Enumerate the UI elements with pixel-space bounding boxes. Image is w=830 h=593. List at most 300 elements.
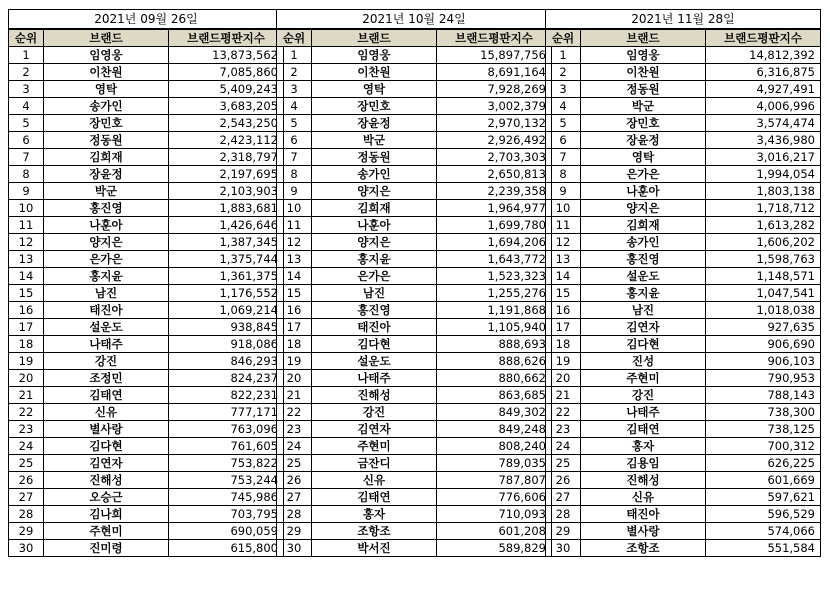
brand-cell: 신유	[44, 404, 169, 421]
brand-cell: 박군	[581, 98, 706, 115]
brand-cell: 이찬원	[312, 64, 437, 81]
rank-cell: 4	[277, 98, 312, 115]
rank-cell: 19	[277, 353, 312, 370]
header-index: 브랜드평판지수	[437, 29, 552, 47]
brand-cell: 태진아	[44, 302, 169, 319]
table-row	[9, 489, 284, 506]
brand-cell: 장윤정	[312, 115, 437, 132]
rank-cell: 15	[9, 285, 44, 302]
index-cell: 703,795	[169, 506, 284, 523]
brand-cell: 홍지윤	[581, 285, 706, 302]
date-row	[546, 10, 821, 30]
table-row	[546, 336, 821, 353]
brand-cell: 주현미	[44, 523, 169, 540]
rank-cell: 21	[9, 387, 44, 404]
index-cell: 3,436,980	[706, 132, 821, 149]
table-row	[546, 47, 821, 64]
index-cell: 615,800	[169, 540, 284, 557]
header-row	[546, 29, 821, 47]
index-cell: 2,103,903	[169, 183, 284, 200]
brand-cell: 박군	[44, 183, 169, 200]
index-cell: 822,231	[169, 387, 284, 404]
index-cell: 1,883,681	[169, 200, 284, 217]
table-row	[546, 98, 821, 115]
rank-cell: 28	[546, 506, 581, 523]
table-block-oct	[276, 9, 552, 557]
index-cell: 1,964,977	[437, 200, 552, 217]
rank-cell: 9	[9, 183, 44, 200]
brand-cell: 신유	[581, 489, 706, 506]
table-row	[9, 421, 284, 438]
index-cell: 1,361,375	[169, 268, 284, 285]
rank-cell: 18	[546, 336, 581, 353]
index-cell: 2,318,797	[169, 149, 284, 166]
brand-cell: 나태주	[581, 404, 706, 421]
ranking-table	[545, 9, 821, 557]
header-rank: 순위	[9, 29, 44, 47]
brand-cell: 남진	[44, 285, 169, 302]
table-row	[277, 370, 552, 387]
rank-cell: 23	[546, 421, 581, 438]
table-row	[277, 285, 552, 302]
index-cell: 1,047,541	[706, 285, 821, 302]
brand-cell: 김다현	[581, 336, 706, 353]
table-row	[9, 319, 284, 336]
table-row	[546, 523, 821, 540]
table-row	[9, 81, 284, 98]
brand-cell: 태진아	[581, 506, 706, 523]
brand-cell: 김희재	[44, 149, 169, 166]
rank-cell: 12	[546, 234, 581, 251]
index-cell: 2,197,695	[169, 166, 284, 183]
index-cell: 601,208	[437, 523, 552, 540]
brand-cell: 송가인	[581, 234, 706, 251]
rank-cell: 26	[546, 472, 581, 489]
table-row	[9, 98, 284, 115]
rank-cell: 10	[277, 200, 312, 217]
brand-cell: 홍진영	[312, 302, 437, 319]
brand-cell: 김나희	[44, 506, 169, 523]
table-row	[546, 217, 821, 234]
table-row	[277, 421, 552, 438]
brand-cell: 양지은	[44, 234, 169, 251]
index-cell: 3,016,217	[706, 149, 821, 166]
index-cell: 14,812,392	[706, 47, 821, 64]
table-row	[546, 149, 821, 166]
brand-cell: 양지은	[312, 183, 437, 200]
rank-cell: 21	[546, 387, 581, 404]
index-cell: 1,718,712	[706, 200, 821, 217]
rank-cell: 20	[9, 370, 44, 387]
table-date: 2021년 09월 26일	[9, 10, 284, 30]
rank-cell: 8	[9, 166, 44, 183]
rank-cell: 5	[546, 115, 581, 132]
brand-cell: 나태주	[44, 336, 169, 353]
index-cell: 551,584	[706, 540, 821, 557]
table-row	[277, 149, 552, 166]
table-row	[277, 183, 552, 200]
rank-cell: 6	[546, 132, 581, 149]
rank-cell: 17	[277, 319, 312, 336]
table-row	[277, 489, 552, 506]
brand-cell: 나훈아	[581, 183, 706, 200]
table-row	[546, 166, 821, 183]
brand-cell: 남진	[312, 285, 437, 302]
rank-cell: 27	[546, 489, 581, 506]
brand-cell: 김연자	[312, 421, 437, 438]
brand-cell: 임영웅	[312, 47, 437, 64]
table-row	[546, 472, 821, 489]
rank-cell: 18	[277, 336, 312, 353]
rank-cell: 6	[277, 132, 312, 149]
brand-cell: 장민호	[581, 115, 706, 132]
index-cell: 2,970,132	[437, 115, 552, 132]
rank-cell: 22	[9, 404, 44, 421]
table-row	[277, 319, 552, 336]
brand-cell: 이찬원	[44, 64, 169, 81]
table-row	[9, 472, 284, 489]
rank-cell: 14	[277, 268, 312, 285]
brand-cell: 신유	[312, 472, 437, 489]
brand-cell: 홍진영	[581, 251, 706, 268]
table-date: 2021년 10월 24일	[277, 10, 552, 30]
brand-cell: 은가은	[581, 166, 706, 183]
index-cell: 1,387,345	[169, 234, 284, 251]
index-cell: 3,574,474	[706, 115, 821, 132]
table-row	[546, 353, 821, 370]
table-row	[546, 438, 821, 455]
table-row	[546, 506, 821, 523]
index-cell: 1,598,763	[706, 251, 821, 268]
table-row	[546, 268, 821, 285]
rank-cell: 20	[546, 370, 581, 387]
table-row	[277, 336, 552, 353]
rank-cell: 3	[9, 81, 44, 98]
rank-cell: 25	[546, 455, 581, 472]
brand-cell: 김다현	[44, 438, 169, 455]
brand-cell: 별사랑	[581, 523, 706, 540]
index-cell: 7,928,269	[437, 81, 552, 98]
index-cell: 2,703,303	[437, 149, 552, 166]
rank-cell: 1	[9, 47, 44, 64]
rank-cell: 29	[277, 523, 312, 540]
index-cell: 1,699,780	[437, 217, 552, 234]
rank-cell: 1	[546, 47, 581, 64]
table-row	[9, 336, 284, 353]
table-row	[546, 234, 821, 251]
rank-cell: 7	[546, 149, 581, 166]
rank-cell: 18	[9, 336, 44, 353]
table-row	[277, 115, 552, 132]
index-cell: 3,683,205	[169, 98, 284, 115]
brand-cell: 박군	[312, 132, 437, 149]
rank-cell: 26	[9, 472, 44, 489]
table-row	[546, 285, 821, 302]
index-cell: 1,255,276	[437, 285, 552, 302]
table-row	[9, 455, 284, 472]
brand-cell: 정동원	[312, 149, 437, 166]
rank-cell: 7	[277, 149, 312, 166]
table-row	[546, 489, 821, 506]
table-row	[277, 251, 552, 268]
brand-cell: 장윤정	[581, 132, 706, 149]
table-row	[546, 319, 821, 336]
table-row	[9, 353, 284, 370]
brand-cell: 김태연	[44, 387, 169, 404]
rank-cell: 5	[9, 115, 44, 132]
table-row	[546, 404, 821, 421]
rank-cell: 9	[277, 183, 312, 200]
index-cell: 3,002,379	[437, 98, 552, 115]
index-cell: 753,822	[169, 455, 284, 472]
rank-cell: 28	[277, 506, 312, 523]
rank-cell: 17	[546, 319, 581, 336]
index-cell: 808,240	[437, 438, 552, 455]
table-row	[546, 132, 821, 149]
index-cell: 1,523,323	[437, 268, 552, 285]
header-brand: 브랜드	[312, 29, 437, 47]
index-cell: 789,035	[437, 455, 552, 472]
index-cell: 761,605	[169, 438, 284, 455]
table-row	[546, 302, 821, 319]
index-cell: 738,125	[706, 421, 821, 438]
table-row	[277, 81, 552, 98]
brand-cell: 나태주	[312, 370, 437, 387]
brand-cell: 오승근	[44, 489, 169, 506]
table-row	[9, 523, 284, 540]
index-cell: 1,606,202	[706, 234, 821, 251]
index-cell: 597,621	[706, 489, 821, 506]
rank-cell: 10	[9, 200, 44, 217]
brand-cell: 진미령	[44, 540, 169, 557]
table-row	[277, 387, 552, 404]
brand-cell: 양지은	[581, 200, 706, 217]
index-cell: 790,953	[706, 370, 821, 387]
header-brand: 브랜드	[44, 29, 169, 47]
table-row	[277, 438, 552, 455]
table-row	[9, 149, 284, 166]
brand-cell: 홍지윤	[312, 251, 437, 268]
table-row	[277, 353, 552, 370]
index-cell: 763,096	[169, 421, 284, 438]
table-row	[277, 523, 552, 540]
rank-cell: 11	[546, 217, 581, 234]
rank-cell: 9	[546, 183, 581, 200]
table-row	[9, 540, 284, 557]
brand-cell: 홍지윤	[44, 268, 169, 285]
table-row	[9, 183, 284, 200]
rank-cell: 22	[546, 404, 581, 421]
rank-cell: 4	[546, 98, 581, 115]
index-cell: 7,085,860	[169, 64, 284, 81]
brand-cell: 설운도	[581, 268, 706, 285]
table-row	[546, 81, 821, 98]
index-cell: 2,543,250	[169, 115, 284, 132]
table-row	[9, 251, 284, 268]
brand-cell: 장윤정	[44, 166, 169, 183]
index-cell: 1,018,038	[706, 302, 821, 319]
brand-cell: 은가은	[44, 251, 169, 268]
table-row	[546, 421, 821, 438]
rank-cell: 30	[277, 540, 312, 557]
rank-cell: 23	[9, 421, 44, 438]
index-cell: 2,650,813	[437, 166, 552, 183]
index-cell: 906,103	[706, 353, 821, 370]
rank-cell: 6	[9, 132, 44, 149]
brand-cell: 진해성	[312, 387, 437, 404]
header-index: 브랜드평판지수	[169, 29, 284, 47]
index-cell: 6,316,875	[706, 64, 821, 81]
table-row	[9, 268, 284, 285]
rank-cell: 16	[277, 302, 312, 319]
table-row	[277, 506, 552, 523]
table-row	[9, 506, 284, 523]
table-row	[546, 115, 821, 132]
index-cell: 1,613,282	[706, 217, 821, 234]
table-row	[277, 200, 552, 217]
index-cell: 938,845	[169, 319, 284, 336]
brand-cell: 영탁	[44, 81, 169, 98]
index-cell: 738,300	[706, 404, 821, 421]
rank-cell: 24	[277, 438, 312, 455]
index-cell: 1,176,552	[169, 285, 284, 302]
table-row	[546, 200, 821, 217]
table-row	[277, 268, 552, 285]
index-cell: 863,685	[437, 387, 552, 404]
index-cell: 880,662	[437, 370, 552, 387]
table-row	[546, 183, 821, 200]
rank-cell: 11	[9, 217, 44, 234]
rank-cell: 29	[9, 523, 44, 540]
index-cell: 927,635	[706, 319, 821, 336]
index-cell: 788,143	[706, 387, 821, 404]
brand-cell: 김태연	[312, 489, 437, 506]
rank-cell: 15	[546, 285, 581, 302]
index-cell: 2,926,492	[437, 132, 552, 149]
brand-cell: 김태연	[581, 421, 706, 438]
index-cell: 1,105,940	[437, 319, 552, 336]
brand-cell: 강진	[312, 404, 437, 421]
rank-cell: 13	[9, 251, 44, 268]
index-cell: 888,626	[437, 353, 552, 370]
header-row	[277, 29, 552, 47]
brand-cell: 김희재	[581, 217, 706, 234]
date-row	[277, 10, 552, 30]
index-cell: 1,694,206	[437, 234, 552, 251]
rank-cell: 2	[9, 64, 44, 81]
table-row	[9, 64, 284, 81]
brand-cell: 장민호	[312, 98, 437, 115]
rank-cell: 14	[9, 268, 44, 285]
header-row	[9, 29, 284, 47]
index-cell: 745,986	[169, 489, 284, 506]
rank-cell: 14	[546, 268, 581, 285]
brand-cell: 남진	[581, 302, 706, 319]
ranking-table	[8, 9, 284, 557]
table-row	[9, 47, 284, 64]
brand-cell: 주현미	[581, 370, 706, 387]
rank-cell: 16	[9, 302, 44, 319]
table-block-nov	[545, 9, 821, 557]
brand-cell: 영탁	[581, 149, 706, 166]
table-row	[277, 98, 552, 115]
index-cell: 574,066	[706, 523, 821, 540]
table-row	[277, 472, 552, 489]
index-cell: 776,606	[437, 489, 552, 506]
rank-cell: 2	[546, 64, 581, 81]
index-cell: 753,244	[169, 472, 284, 489]
index-cell: 849,248	[437, 421, 552, 438]
brand-cell: 설운도	[44, 319, 169, 336]
index-cell: 2,423,112	[169, 132, 284, 149]
table-row	[277, 132, 552, 149]
brand-cell: 김희재	[312, 200, 437, 217]
ranking-table	[276, 9, 552, 557]
header-rank: 순위	[546, 29, 581, 47]
brand-cell: 김다현	[312, 336, 437, 353]
index-cell: 1,191,868	[437, 302, 552, 319]
brand-cell: 홍자	[581, 438, 706, 455]
table-row	[9, 438, 284, 455]
brand-cell: 나훈아	[44, 217, 169, 234]
header-index: 브랜드평판지수	[706, 29, 821, 47]
brand-cell: 강진	[581, 387, 706, 404]
rank-cell: 12	[9, 234, 44, 251]
rank-cell: 15	[277, 285, 312, 302]
index-cell: 596,529	[706, 506, 821, 523]
rank-cell: 20	[277, 370, 312, 387]
rank-cell: 8	[546, 166, 581, 183]
table-row	[277, 47, 552, 64]
rank-cell: 26	[277, 472, 312, 489]
index-cell: 787,807	[437, 472, 552, 489]
brand-cell: 금잔디	[312, 455, 437, 472]
table-row	[546, 540, 821, 557]
brand-cell: 진해성	[581, 472, 706, 489]
table-row	[277, 404, 552, 421]
brand-cell: 조항조	[312, 523, 437, 540]
index-cell: 5,409,243	[169, 81, 284, 98]
table-row	[277, 217, 552, 234]
table-block-sep	[8, 9, 284, 557]
brand-cell: 영탁	[312, 81, 437, 98]
brand-cell: 이찬원	[581, 64, 706, 81]
index-cell: 626,225	[706, 455, 821, 472]
brand-cell: 나훈아	[312, 217, 437, 234]
brand-cell: 별사랑	[44, 421, 169, 438]
table-row	[546, 251, 821, 268]
index-cell: 846,293	[169, 353, 284, 370]
brand-cell: 양지은	[312, 234, 437, 251]
table-row	[277, 540, 552, 557]
index-cell: 849,302	[437, 404, 552, 421]
table-row	[9, 200, 284, 217]
brand-cell: 진성	[581, 353, 706, 370]
brand-cell: 김연자	[44, 455, 169, 472]
index-cell: 13,873,562	[169, 47, 284, 64]
table-row	[546, 370, 821, 387]
table-row	[277, 302, 552, 319]
brand-cell: 임영웅	[581, 47, 706, 64]
brand-cell: 조항조	[581, 540, 706, 557]
rank-cell: 27	[277, 489, 312, 506]
index-cell: 1,375,744	[169, 251, 284, 268]
index-cell: 700,312	[706, 438, 821, 455]
index-cell: 906,690	[706, 336, 821, 353]
index-cell: 824,237	[169, 370, 284, 387]
table-row	[9, 404, 284, 421]
brand-cell: 김용임	[581, 455, 706, 472]
